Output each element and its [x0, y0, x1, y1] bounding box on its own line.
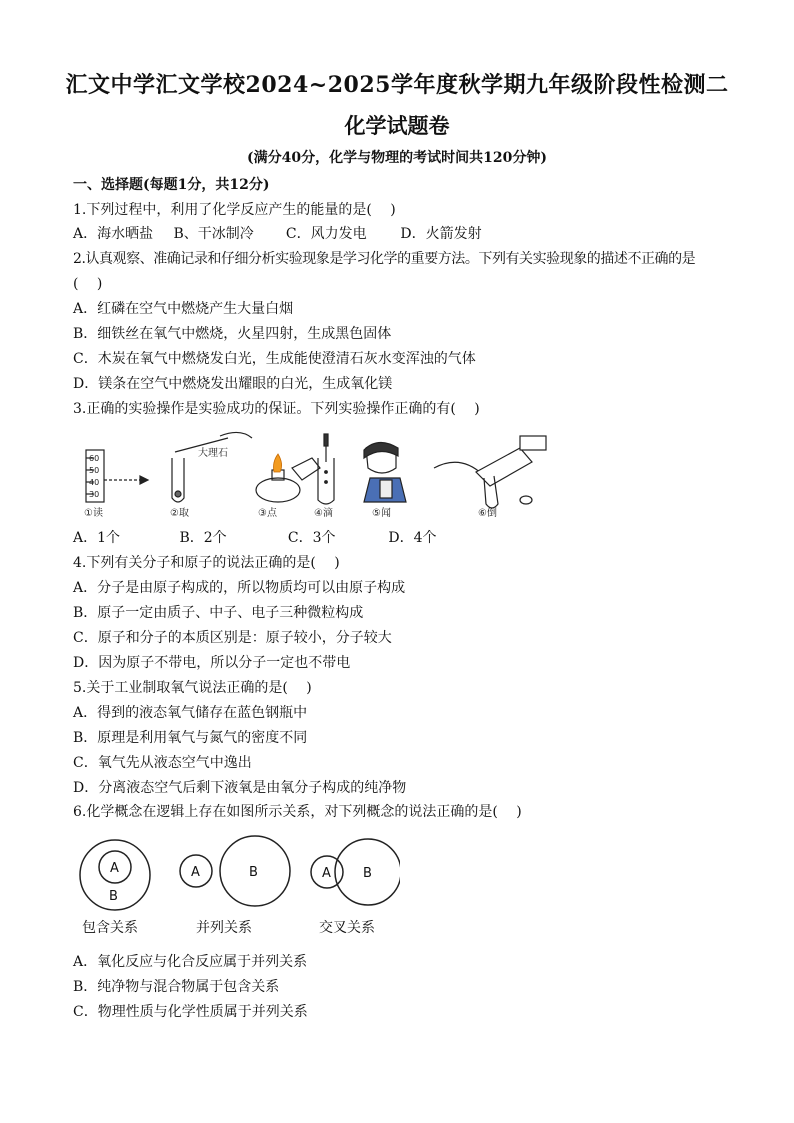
q1-options [73, 223, 482, 243]
intersect-label-b: B [363, 866, 372, 881]
dropper-icon [318, 434, 334, 504]
pouring-liquid-icon [434, 436, 546, 508]
q1-option-b: B、干冰制冷 [173, 226, 254, 242]
q6-stem: 6.化学概念在逻辑上存在如图所示关系，对下列概念的说法正确的是( ) [73, 804, 522, 820]
caption-pour: ⑥倒 [478, 508, 497, 519]
q2-stem: 2.认真观察、准确记录和仔细分析实验现象是学习化学的重要方法。下列有关实验现象的描述不正确的是 [73, 251, 696, 267]
q6-option-b: B．纯净物与混合物属于包含关系 [73, 979, 280, 995]
q2-option-d: D．镁条在空气中燃烧发出耀眼的白光，生成氧化镁 [73, 376, 393, 392]
q6-option-a: A．氧化反应与化合反应属于并列关系 [73, 954, 308, 970]
cylinder-tick-30: 30 [89, 490, 100, 499]
q5-option-b: B．原理是利用氧气与氮气的密度不同 [73, 730, 308, 746]
section-heading: 一、选择题(每题1分，共12分) [73, 177, 270, 193]
q2-stem-cont: ( ) [73, 276, 103, 292]
q4-option-a: A．分子是由原子构成的，所以物质均可以由原子构成 [73, 580, 406, 596]
alcohol-lamp-icon [256, 458, 320, 502]
q1-option-d: D．火箭发射 [400, 226, 482, 242]
q3-options [73, 527, 437, 547]
flame-icon [274, 454, 282, 472]
person-smelling-icon [364, 442, 406, 502]
inclusion-label-a: A [110, 861, 119, 876]
exam-subtitle: (满分40分，化学与物理的考试时间共120分钟) [247, 150, 547, 166]
q5-option-c: C．氧气先从液态空气中逸出 [73, 755, 252, 771]
marble-label: 大理石 [198, 448, 228, 459]
q5-stem: 5.关于工业制取氧气说法正确的是( ) [73, 680, 312, 696]
q4-option-d: D．因为原子不带电，所以分子一定也不带电 [73, 655, 351, 671]
cylinder-tick-40: 40 [89, 478, 100, 487]
caption-inclusion: 包含关系 [82, 920, 138, 936]
q5-option-a: A．得到的液态氧气储存在蓝色钢瓶中 [73, 705, 308, 721]
q3-option-a: A．1个 [73, 530, 121, 546]
q1-stem: 1.下列过程中，利用了化学反应产生的能量的是( ) [73, 202, 396, 218]
q6-option-c: C．物理性质与化学性质属于并列关系 [73, 1004, 308, 1020]
inclusion-label-b: B [109, 889, 118, 904]
q2-option-b: B．细铁丝在氧气中燃烧，火星四射，生成黑色固体 [73, 326, 392, 342]
caption-light: ③点 [258, 508, 277, 519]
exam-title: 汇文中学汇文学校2024~2025学年度秋学期九年级阶段性检测二 [65, 72, 729, 98]
q5-option-d: D．分离液态空气后剩下液氧是由氧分子构成的纯净物 [73, 780, 407, 796]
set-relations-figure [70, 828, 400, 940]
cylinder-tick-60: 60 [89, 454, 100, 463]
test-tube-marble-icon [172, 432, 252, 502]
caption-intersection: 交叉关系 [319, 920, 375, 936]
q4-stem: 4.下列有关分子和原子的说法正确的是( ) [73, 555, 340, 571]
caption-take: ②取 [170, 508, 189, 519]
q4-option-c: C．原子和分子的本质区别是：原子较小，分子较大 [73, 630, 392, 646]
q4-option-b: B．原子一定由质子、中子、电子三种微粒构成 [73, 605, 364, 621]
q2-option-a: A．红磷在空气中燃烧产生大量白烟 [73, 301, 294, 317]
q1-option-a: A．海水晒盐 [73, 226, 154, 242]
parallel-label-b: B [249, 865, 258, 880]
q2-option-c: C．木炭在氧气中燃烧发白光，生成能使澄清石灰水变浑浊的气体 [73, 351, 476, 367]
caption-read: ①读 [84, 508, 103, 519]
parallel-label-a: A [191, 865, 200, 880]
q3-option-c: C．3个 [287, 530, 336, 546]
exam-subject-title: 化学试题卷 [344, 113, 450, 138]
intersect-label-a: A [322, 866, 331, 881]
q3-stem: 3.正确的实验操作是实验成功的保证。下列实验操作正确的有( ) [73, 401, 480, 417]
q3-option-d: D．4个 [388, 530, 437, 546]
caption-drop: ④滴 [314, 508, 333, 519]
cylinder-tick-50: 50 [89, 466, 100, 475]
lab-operations-figure [80, 428, 550, 523]
q1-option-c: C．风力发电 [285, 226, 367, 242]
caption-parallel: 并列关系 [196, 920, 252, 936]
q3-option-b: B．2个 [179, 530, 227, 546]
caption-smell: ⑤闻 [372, 508, 391, 519]
